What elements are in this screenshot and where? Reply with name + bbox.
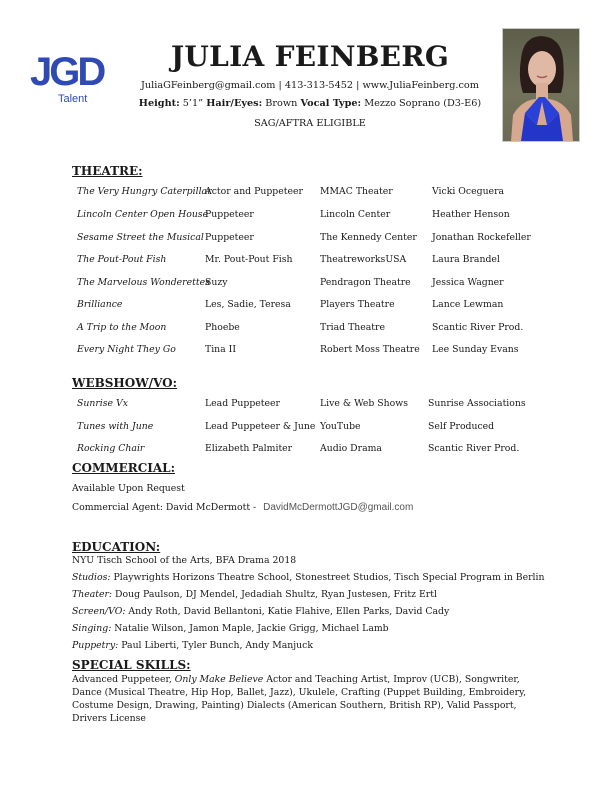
credit-director: Vicki Oceguera <box>432 186 505 197</box>
education-line <box>72 622 389 636</box>
credit-producer: Scantic River Prod. <box>428 443 520 454</box>
height-label: Height: <box>138 98 180 109</box>
credit-role: Phoebe <box>205 322 240 333</box>
commercial-agent <box>72 501 413 515</box>
credit-venue: Players Theatre <box>320 299 395 310</box>
credit-role: Suzy <box>205 277 228 288</box>
credit-director: Jessica Wagner <box>432 277 504 288</box>
credit-role: Les, Sadie, Teresa <box>205 299 291 310</box>
vocal-value: Mezzo Soprano (D3-E6) <box>364 98 482 109</box>
credit-role: Lead Puppeteer & June <box>205 421 316 432</box>
education-label: Studios: <box>72 572 111 583</box>
credit-director: Jonathan Rockefeller <box>432 232 531 243</box>
credit-show: The Very Hungry Caterpillar <box>77 186 212 197</box>
theatre-row <box>0 253 612 267</box>
webshow-row <box>0 442 612 456</box>
credit-role: Mr. Pout-Pout Fish <box>205 254 293 265</box>
education-text: Paul Liberti, Tyler Bunch, Andy Manjuck <box>121 640 314 651</box>
credit-show: Tunes with June <box>77 421 154 432</box>
agency-logo <box>30 52 126 105</box>
credit-director: Lee Sunday Evans <box>432 344 519 355</box>
skills-italic: Only Make Believe <box>174 674 264 685</box>
education-line <box>72 639 313 653</box>
union-status: SAG/AFTRA ELIGIBLE <box>254 118 366 129</box>
credit-role: Lead Puppeteer <box>205 398 280 409</box>
credit-venue: MMAC Theater <box>320 186 393 197</box>
education-text: Natalie Wilson, Jamon Maple, Jackie Grigg, Michael Lamb <box>114 623 389 634</box>
agent-label: Commercial Agent: David McDermott - <box>72 502 257 513</box>
education-label: Singing: <box>72 623 112 634</box>
logo-subtitle: Talent <box>58 93 88 105</box>
vocal-label: Vocal Type: <box>300 98 362 109</box>
theatre-row <box>0 185 612 199</box>
credit-venue: TheatreworksUSA <box>320 254 407 265</box>
resume-name: JULIA FEINBERG <box>170 40 450 73</box>
skills-paragraph <box>72 673 547 725</box>
contact-line: JuliaGFeinberg@gmail.com | 413-313-5452 | www.JuliaFeinberg.com <box>141 80 479 91</box>
education-school: NYU Tisch School of the Arts, BFA Drama 2018 <box>72 555 297 566</box>
credit-show: Sunrise Vx <box>77 398 128 409</box>
education-text: Doug Paulson, DJ Mendel, Jedadiah Shultz, Ryan Justesen, Fritz Ertl <box>115 589 437 600</box>
credit-show: Brilliance <box>77 299 123 310</box>
theatre-row <box>0 343 612 357</box>
theatre-row <box>0 276 612 290</box>
credit-producer: Sunrise Associations <box>428 398 526 409</box>
credit-venue: Robert Moss Theatre <box>320 344 420 355</box>
height-value: 5’1” <box>182 98 204 109</box>
credit-venue: Triad Theatre <box>320 322 385 333</box>
credit-show: A Trip to the Moon <box>77 322 167 333</box>
credit-show: Lincoln Center Open House <box>77 209 209 220</box>
education-line <box>72 571 544 585</box>
section-education-title: EDUCATION: <box>72 540 161 554</box>
section-webshow-title: WEBSHOW/VO: <box>72 376 178 390</box>
credit-venue: YouTube <box>320 421 361 432</box>
theatre-row <box>0 231 612 245</box>
credit-show: Rocking Chair <box>77 443 145 454</box>
credit-director: Lance Lewman <box>432 299 504 310</box>
education-text: Andy Roth, David Bellantoni, Katie Flahive, Ellen Parks, David Cady <box>128 606 450 617</box>
credit-venue: Lincoln Center <box>320 209 391 220</box>
education-label: Screen/VO: <box>72 606 126 617</box>
education-line <box>72 605 449 619</box>
hair-eyes-value: Brown <box>265 98 298 109</box>
credit-show: Sesame Street the Musical <box>77 232 204 243</box>
theatre-row <box>0 298 612 312</box>
section-theatre-title: THEATRE: <box>72 164 143 178</box>
credit-show: The Marvelous Wonderettes <box>77 277 210 288</box>
credit-show: The Pout-Pout Fish <box>77 254 167 265</box>
credit-director: Laura Brandel <box>432 254 500 265</box>
skills-prefix: Advanced Puppeteer, <box>72 674 172 685</box>
credit-show: Every Night They Go <box>77 344 176 355</box>
theatre-row <box>0 321 612 335</box>
education-line <box>72 588 437 602</box>
credit-venue: Live & Web Shows <box>320 398 408 409</box>
education-label: Theater: <box>72 589 113 600</box>
credit-producer: Self Produced <box>428 421 495 432</box>
credit-role: Tina II <box>205 344 237 355</box>
agent-email-link[interactable]: DavidMcDermottJGD@gmail.com <box>263 502 414 513</box>
webshow-row <box>0 397 612 411</box>
section-commercial-title: COMMERCIAL: <box>72 461 176 475</box>
education-text: Playwrights Horizons Theatre School, Stonestreet Studios, Tisch Special Program in Berlin <box>113 572 545 583</box>
hair-eyes-label: Hair/Eyes: <box>206 98 263 109</box>
commercial-availability: Available Upon Request <box>72 483 185 494</box>
skills-rest: Actor and Teaching Artist, Improv (UCB), Songwriter, Dance (Musical Theatre, Hip Hop, Ballet, Jazz), Ukulele, Crafting (Puppet Building, Embroidery, Costume Design, Drawing, Painting) Dialects (American Southern, British RP), Valid Passport, Drivers License <box>72 674 527 724</box>
credit-director: Heather Henson <box>432 209 510 220</box>
credit-venue: The Kennedy Center <box>320 232 417 243</box>
credit-venue: Audio Drama <box>320 443 382 454</box>
webshow-row <box>0 420 612 434</box>
logo-mark: JGD <box>30 50 104 94</box>
credit-venue: Pendragon Theatre <box>320 277 411 288</box>
headshot-photo <box>502 28 580 142</box>
education-label: Puppetry: <box>72 640 119 651</box>
stats-line <box>130 97 490 111</box>
section-skills-title: SPECIAL SKILLS: <box>72 658 191 672</box>
credit-role: Elizabeth Palmiter <box>205 443 293 454</box>
credit-role: Puppeteer <box>205 209 254 220</box>
credit-role: Actor and Puppeteer <box>205 186 303 197</box>
credit-director: Scantic River Prod. <box>432 322 524 333</box>
credit-role: Puppeteer <box>205 232 254 243</box>
theatre-row <box>0 208 612 222</box>
